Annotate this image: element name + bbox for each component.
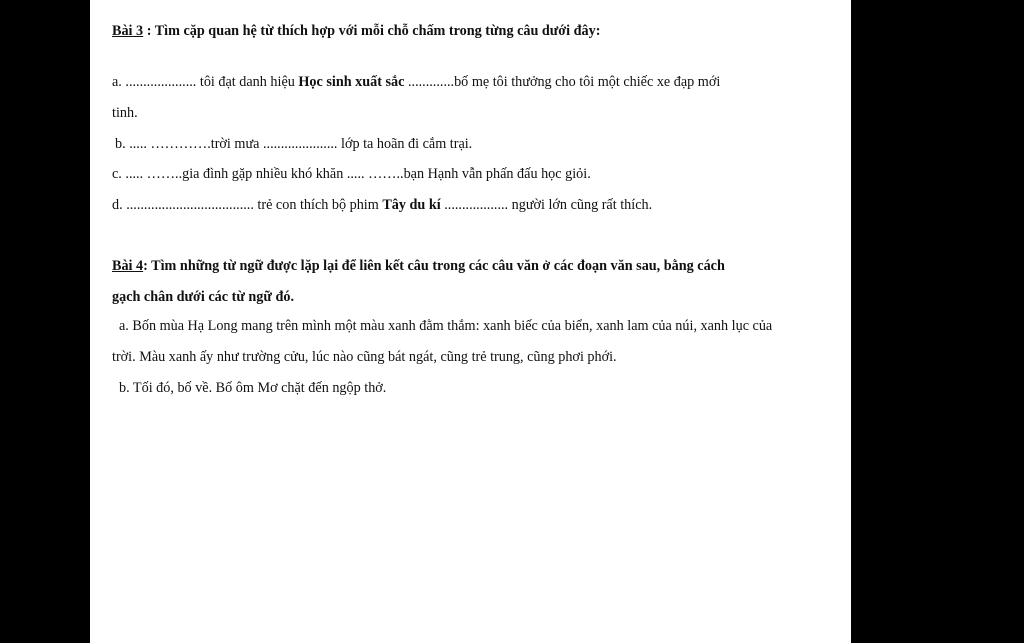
item-a-text-2: .............bố mẹ tôi thưởng cho tôi một chiếc xe đạp mới (404, 74, 721, 90)
document-page (90, 0, 851, 643)
exercise-4-title: : Tìm những từ ngữ được lặp lại để liên kết câu trong các câu văn ở các đoạn văn sau, bằng cách (143, 258, 725, 274)
item-d-bold: Tây du kí (382, 197, 441, 213)
exercise-3-label: Bài 3 (112, 23, 144, 39)
item-a-text-1: a. .................... tôi đạt danh hiệu (112, 74, 299, 90)
exercise-3-item-d (112, 197, 652, 214)
exercise-3-item-a (112, 74, 720, 91)
item-d-text-1: d. .................................... trẻ con thích bộ phim (112, 197, 383, 213)
exercise-4-item-a-line-1: a. Bốn mùa Hạ Long mang trên mình một màu xanh đằm thắm: xanh biếc của biển, xanh lam của núi, xanh lục của (119, 318, 773, 334)
exercise-4-label: Bài 4 (112, 258, 144, 274)
exercise-3-item-a-cont: tinh. (112, 105, 138, 121)
exercise-4-item-a-line-2: trời. Màu xanh ấy như trường cửu, lúc nào cũng bát ngát, cũng trẻ trung, cũng phơi phới. (112, 349, 617, 365)
exercise-3-item-b: b. ..... ………….trời mưa ..................... lớp ta hoãn đi cắm trại. (115, 136, 473, 152)
exercise-4-heading-cont: gạch chân dưới các từ ngữ đó. (112, 289, 294, 305)
item-d-text-2: .................. người lớn cũng rất thích. (440, 197, 653, 213)
exercise-3-item-c: c. ..... ……..gia đình gặp nhiều khó khăn ..... ……..bạn Hạnh vẫn phấn đấu học giỏi. (112, 166, 591, 182)
exercise-4-item-b: b. Tối đó, bố về. Bố ôm Mơ chặt đến ngộp thở. (119, 380, 387, 396)
item-a-bold: Học sinh xuất sắc (298, 74, 405, 90)
exercise-3-heading (112, 23, 600, 40)
exercise-3-title: : Tìm cặp quan hệ từ thích hợp với mỗi chỗ chấm trong từng câu dưới đây: (143, 23, 601, 39)
exercise-4-heading (112, 258, 725, 275)
